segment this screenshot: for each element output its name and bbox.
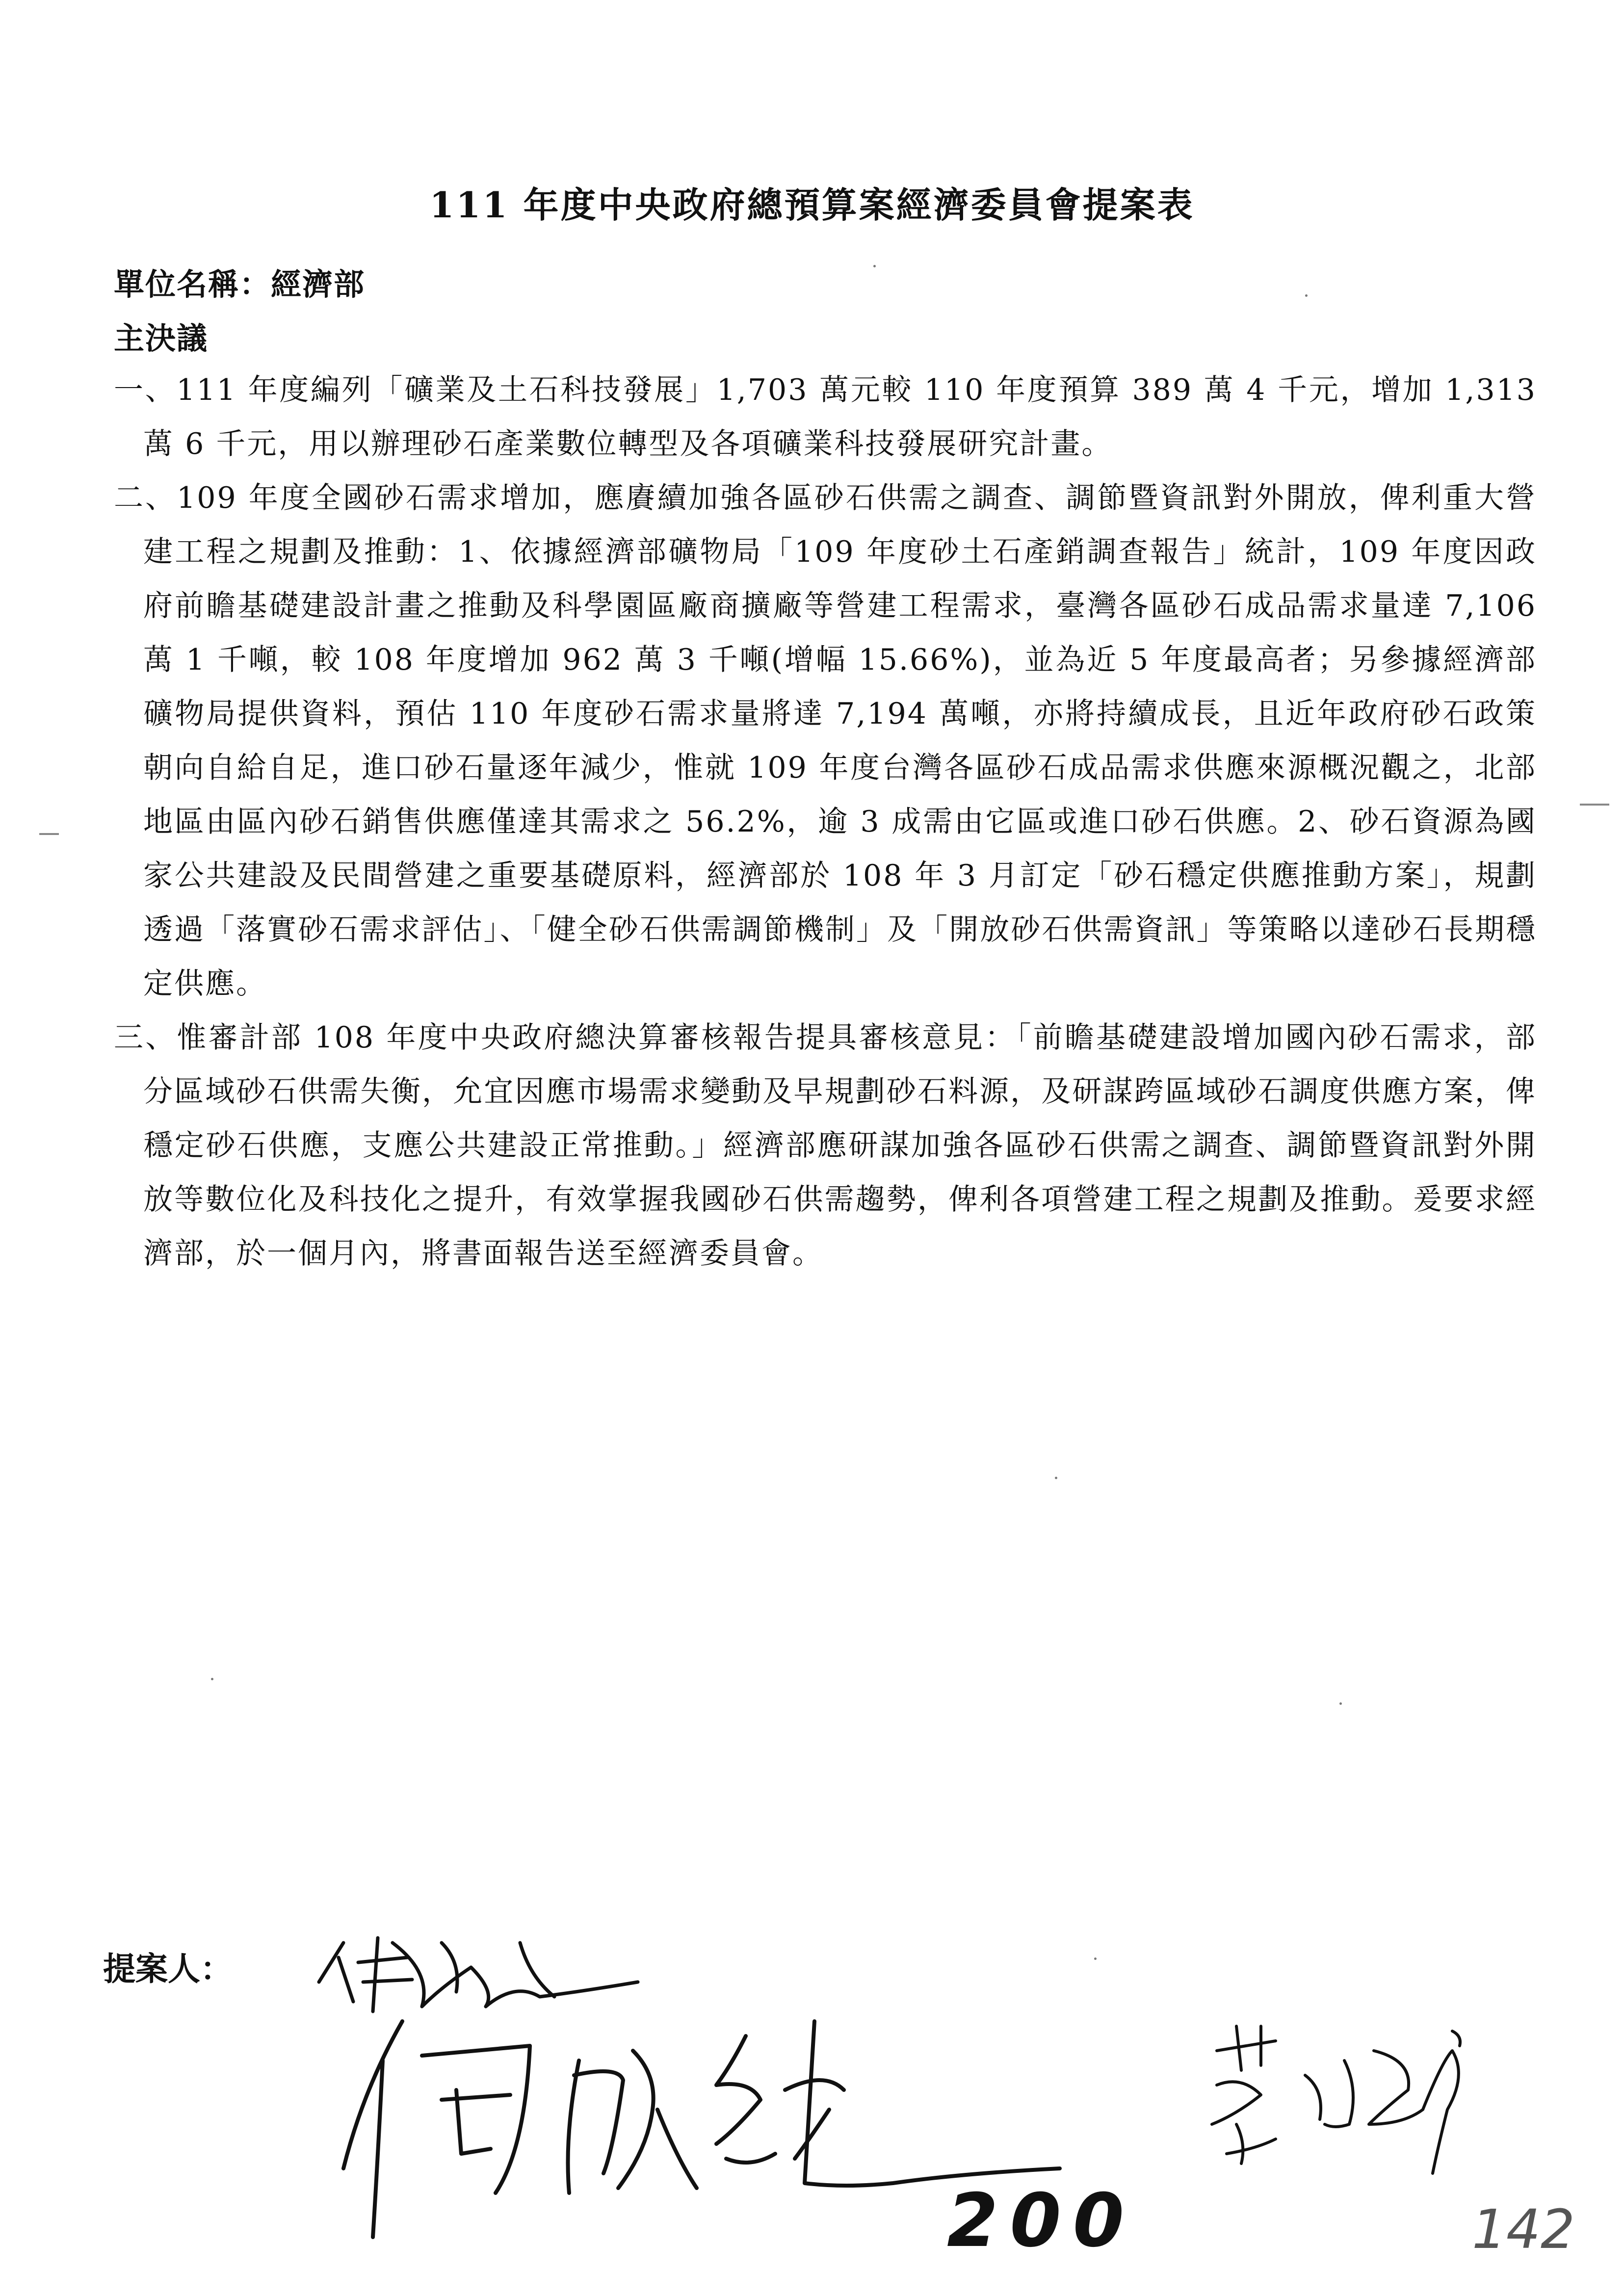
proposer-label: 提案人： (103, 1950, 233, 1988)
document-title: 111 年度中央政府總預算案經濟委員會提案表 (429, 184, 1195, 226)
unit-name-line: 單位名稱：經濟部 (114, 266, 366, 302)
paragraph-3: 三、惟審計部 108 年度中央政府總決算審核報告提具審核意見：「前瞻基礎建設增加國內砂石需求，部分區域砂石供需失衡，允宜因應市場需求變動及早規劃砂石料源，及研謀跨區域砂石調度供應方案，俾穩定砂石供應，支應公共建設正常推動。」經濟部應研謀加強各區砂石供需之調查、調節暨資訊對外開放等數位化及科技化之提升，有效掌握我國砂石供需趨勢，俾利各項營建工程之規劃及推動。爰要求經濟部，於一個月內，將書面報告送至經濟委員會。 (114, 1020, 1537, 1271)
scan-speck (1339, 1702, 1342, 1705)
signature-3 (1212, 2026, 1460, 2173)
signature-1 (319, 1938, 638, 2011)
scan-speck (1055, 1477, 1057, 1479)
scan-speck (211, 1678, 213, 1680)
resolution-heading: 主決議 (114, 320, 209, 356)
scan-speck (873, 265, 876, 267)
paragraph-1: 一、111 年度編列「礦業及土石科技發展」1,703 萬元較 110 年度預算 389 萬 4 千元，增加 1,313 萬 6 千元，用以辦理砂石產業數位轉型及各項礦業科技發展研究計畫。 (114, 373, 1537, 461)
handwritten-page-number: 200 (947, 2178, 1136, 2264)
scan-speck (1305, 294, 1308, 297)
scan-speck (1094, 1957, 1097, 1960)
paragraph-2: 二、109 年度全國砂石需求增加，應賡續加強各區砂石供需之調查、調節暨資訊對外開放，俾利重大營建工程之規劃及推動：1、依據經濟部礦物局「109 年度砂土石產銷調查報告」統計，109 年度因政府前瞻基礎建設計畫之推動及科學園區廠商擴廠等營建工程需求，臺灣各區砂石成品需求量達 7,106 萬 1 千噸，較 108 年度增加 962 萬 3 千噸(增幅 15.66%)，並為近 5 年度最高者；另參據經濟部礦物局提供資料，預估 110 年度砂石需求量將達 7,194 萬噸，亦將持續成長，且近年政府砂石政策朝向自給自足，進口砂石量逐年減少，惟就 109 年度台灣各區砂石成品需求供應來源概況觀之，北部地區由區內砂石銷售供應僅達其需求之 56.2%，逾 3 成需由它區或進口砂石供應。2、砂石資源為國家公共建設及民間營建之重要基礎原料，經濟部於 108 年 3 月訂定「砂石穩定供應推動方案」，規劃透過「落實砂石需求評估」、「健全砂石供需調節機制」及「開放砂石供需資訊」等策略以達砂石長期穩定供應。 (114, 481, 1537, 1001)
stamp-number: 142 (1472, 2198, 1575, 2261)
